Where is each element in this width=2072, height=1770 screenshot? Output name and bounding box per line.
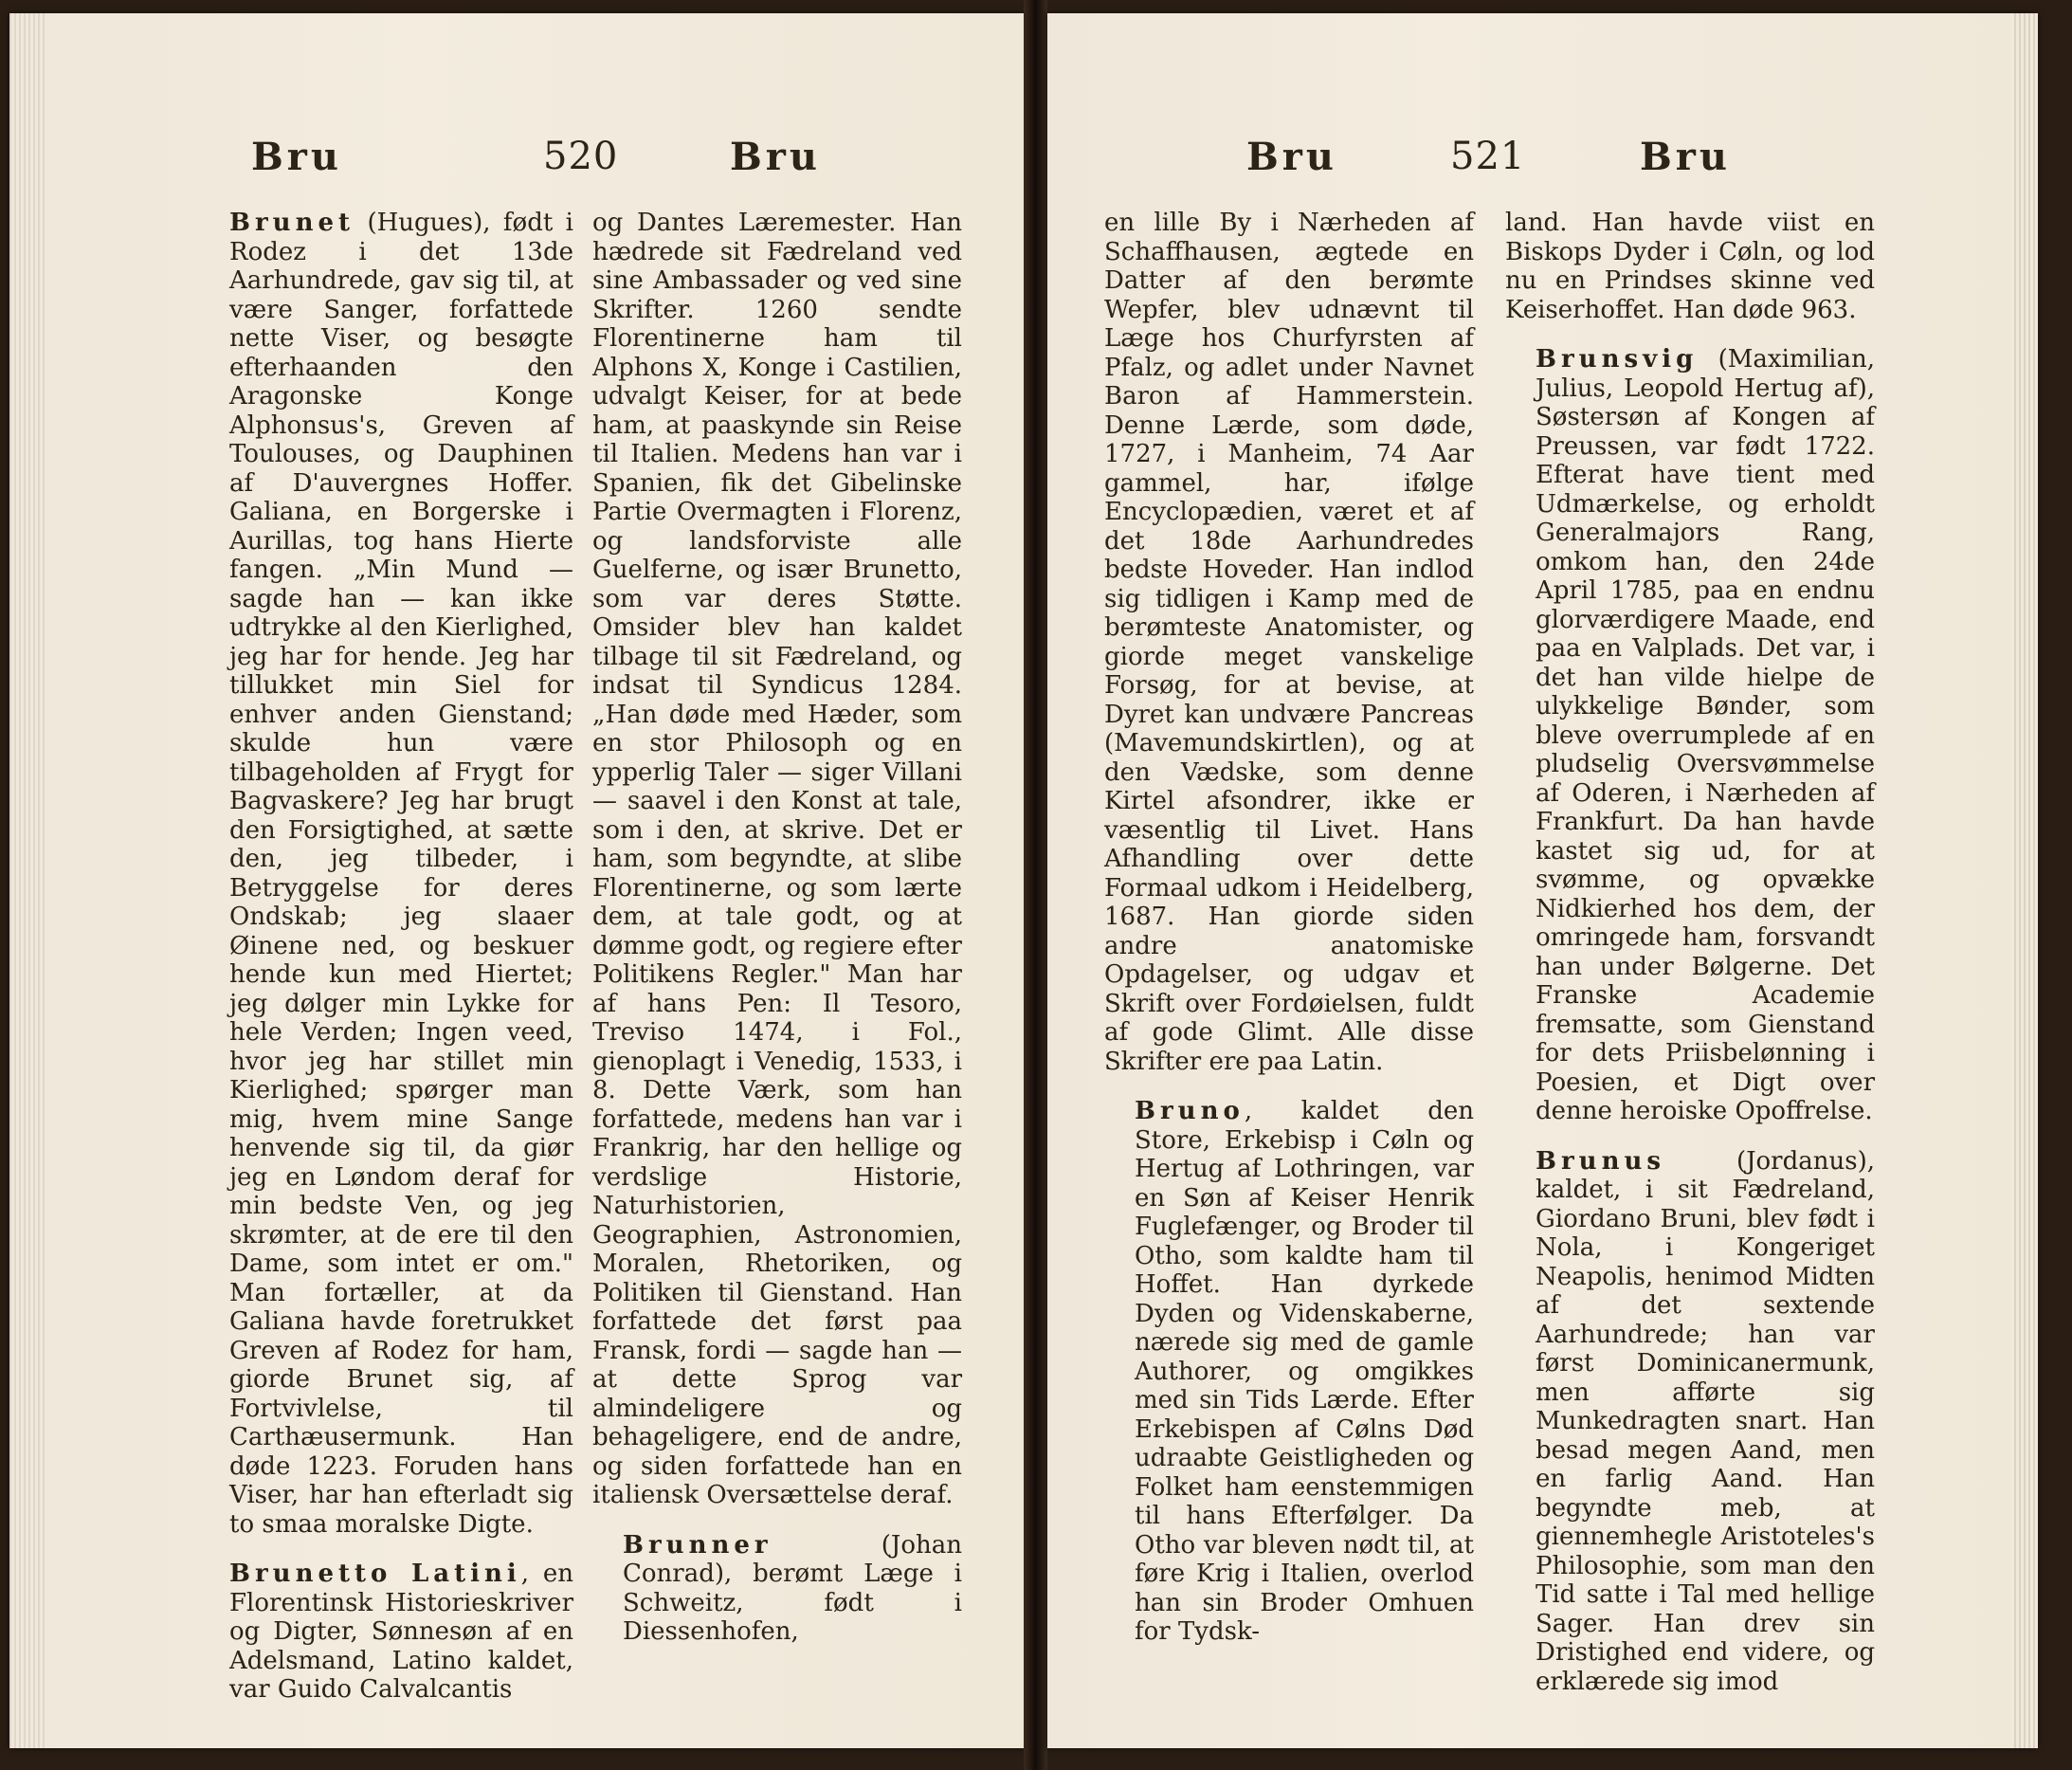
entry-head: Brunner (623, 1530, 772, 1560)
entry-bruno (1104, 1097, 1474, 1647)
entry-head: Brunetto Latini (229, 1560, 521, 1588)
right-page-number: 521 (1450, 135, 1526, 178)
entry-text: , en Florentinsk Historieskriver og Digter, Sønnesøn af en Adelsmand, Latino kaldet, var Guido Calvalcantis (229, 1560, 573, 1704)
entry-text: land. Han havde viist en Biskops Dyder i Cøln, og lod nu en Prindses skinne ved Keiserhoffet. Han døde 963. (1505, 209, 1875, 324)
right-running-head-left: Bru (1246, 135, 1337, 179)
entry-text: (Hugues), født i Rodez i det 13de Aarhundrede, gav sig til, at være Sanger, forfattede nette Viser, og besøgte efterhaanden den Aragonske Konge Alphonsus's, Greven af Toulouses, og Dauphinen af D'auvergnes Hoffer. Galiana, en Borgerske i Aurillas, tog hans Hierte fangen. „Min Mund — sagde han — kan ikke udtrykke al den Kierlighed, jeg har for hende. Jeg har tillukket min Siel for enhver anden Gienstand; skulde hun være tilbageholden af Frygt for Bagvaskere? Jeg har brugt den Forsigtighed, at sætte den, jeg tilbeder, i Betryggelse for deres Ondskab; jeg slaaer Øinene ned, og beskuer hende kun med Hiertet; jeg dølger min Lykke for hele Verden; Ingen veed, hvor jeg har stillet min Kierlighed; spørger man mig, hvem mine Sange henvende sig til, da giør jeg en Løndom deraf for min bedste Ven, og jeg skrømter, at de ere til den Dame, som intet er om." Man fortæller, at da Galiana havde foretrukket Greven af Rodez for ham, giorde Brunet sig, af Fortvivlelse, til Carthæusermunk. Han døde 1223. Foruden hans Viser, har han efterladt sig to smaa moralske Digte. (229, 209, 573, 1539)
left-page (9, 13, 1026, 1748)
entry-head: Brunus (1536, 1146, 1666, 1176)
entry-brunus (1505, 1147, 1875, 1697)
entry-brunet (199, 209, 573, 1539)
entry-brunetto-latini-cont (592, 209, 962, 1510)
entry-text: , kaldet den Store, Erkebisp i Cøln og Hertug af Lothringen, var en Søn af Keiser Henrik Fuglefænger, og Broder til Otho, som kaldte ham til Hoffet. Han dyrkede Dyden og Videnskaberne, nærede sig med de gamle Authorer, og omgikkes med sin Tids Lærde. Efter Erkebispen af Cølns Død udraabte Geistligheden og Folket ham eenstemmigen til hans Efterfølger. Da Otho var bleven nødt til, at føre Krig i Italien, overlod han sin Broder Omhuen for Tydsk- (1135, 1097, 1474, 1646)
entry-text: (Maximilian, Julius, Leopold Hertug af), Søstersøn af Kongen af Preussen, var født 1722. Efterat have tient med Udmærkelse, og erholdt Generalmajors Rang, omkom han, den 24de April 1785, paa en endnu glorværdigere Maade, end paa en Valplads. Det var, i det han vilde hielpe de ulykkelige Bønder, som bleve overrumplede af en pludselig Oversvømmelse af Oderen, i Nærheden af Frankfurt. Da han havde kastet sig ud, for at svømme, og opvække Nidkierhed hos dem, der omringede ham, forsvandt han under Bølgerne. Det Franske Academie fremsatte, som Gienstand for dets Priisbelønning i Poesien, et Digt over denne heroiske Opoffrelse. (1536, 345, 1875, 1125)
entry-head: Brunet (229, 209, 355, 237)
entry-head: Brunsvig (1536, 345, 1699, 374)
left-column-1 (199, 209, 573, 1705)
entry-brunner (592, 1531, 962, 1647)
right-running-head-right: Bru (1640, 135, 1731, 179)
entry-text: (Jordanus), kaldet, i sit Fædreland, Giordano Bruni, blev født i Nola, i Kongeriget Neapolis, henimod Midten af det sextende Aarhundrede; han var først Dominicanermunk, men afførte sig Munkedragten snart. Han besad megen Aand, men en farlig Aand. Han begyndte meb, at giennemhegle Aristoteles's Philosophie, som man den Tid satte i Tal med hellige Sager. Han drev sin Dristighed end videre, og erklærede sig imod (1536, 1146, 1875, 1696)
entry-brunsvig (1505, 345, 1875, 1126)
book-gutter (1024, 0, 1047, 1770)
entry-text: (Johan Conrad), berømt Læge i Schweitz, født i Diessenhofen, (623, 1530, 962, 1646)
entry-text: og Dantes Læremester. Han hædrede sit Fædreland ved sine Ambassader og ved sine Skrifter. 1260 sendte Florentinerne ham til Alphons X, Konge i Castilien, udvalgt Keiser, for at bede ham, at paaskynde sin Reise til Italien. Medens han var i Spanien, fik det Gibelinske Partie Overmagten i Florenz, og landsforviste alle Guelferne, og især Brunetto, som var deres Støtte. Omsider blev han kaldet tilbage til sit Fædreland, og indsat til Syndicus 1284. „Han døde med Hæder, som en stor Philosoph og en ypperlig Taler — siger Villani — saavel i den Konst at tale, som i den, at skrive. Det er ham, som begyndte, at slibe Florentinerne, og som lærte dem, at tale godt, og at dømme godt, og regiere efter Politikens Regler." Man har af hans Pen: Il Tesoro, Treviso 1474, i Fol., gienoplagt i Venedig, 1533, i 8. Dette Værk, som han forfattede, medens han var i Frankrig, har den hellige og verdslige Historie, Naturhistorien, Geographien, Astronomien, Moralen, Rhetoriken, og Politiken til Gienstand. Han forfattede det først paa Fransk, fordi — sagde han — at dette Sprog var almindeligere og behageligere, end de andre, og siden forfattede han en italiensk Oversættelse deraf. (592, 209, 962, 1509)
entry-head: Bruno (1135, 1097, 1245, 1125)
right-page (1047, 13, 2038, 1748)
left-page-number: 520 (543, 135, 619, 178)
left-running-head-right: Bru (730, 135, 821, 179)
entry-brunetto-latini (199, 1560, 573, 1705)
entry-brunner-cont (1104, 209, 1474, 1076)
entry-text: en lille By i Nærheden af Schaffhausen, ægtede en Datter af den berømte Wepfer, blev udnævnt til Læge hos Churfyrsten af Pfalz, og adlet under Navnet Baron af Hammerstein. Denne Lærde, som døde, 1727, i Manheim, 74 Aar gammel, har, ifølge Encyclopædien, været et af det 18de Aarhundredes bedste Hoveder. Han indlod sig tidligen i Kamp med de berømteste Anatomister, og giorde meget vanskelige Forsøg, for at bevise, at Dyret kan undvære Pancreas (Mavemundskirtlen), og at den Vædske, som denne Kirtel afsondrer, ikke er væsentlig til Livet. Hans Afhandling over dette Formaal udkom i Heidelberg, 1687. Han giorde siden andre anatomiske Opdagelser, og udgav et Skrift over Fordøielsen, fuldt af gode Glimt. Alle disse Skrifter ere paa Latin. (1104, 209, 1474, 1076)
right-column-1 (1104, 209, 1474, 1647)
right-column-2 (1505, 209, 1875, 1696)
left-column-2 (592, 209, 962, 1647)
entry-bruno-cont (1505, 209, 1875, 324)
left-running-head-left: Bru (251, 135, 342, 179)
